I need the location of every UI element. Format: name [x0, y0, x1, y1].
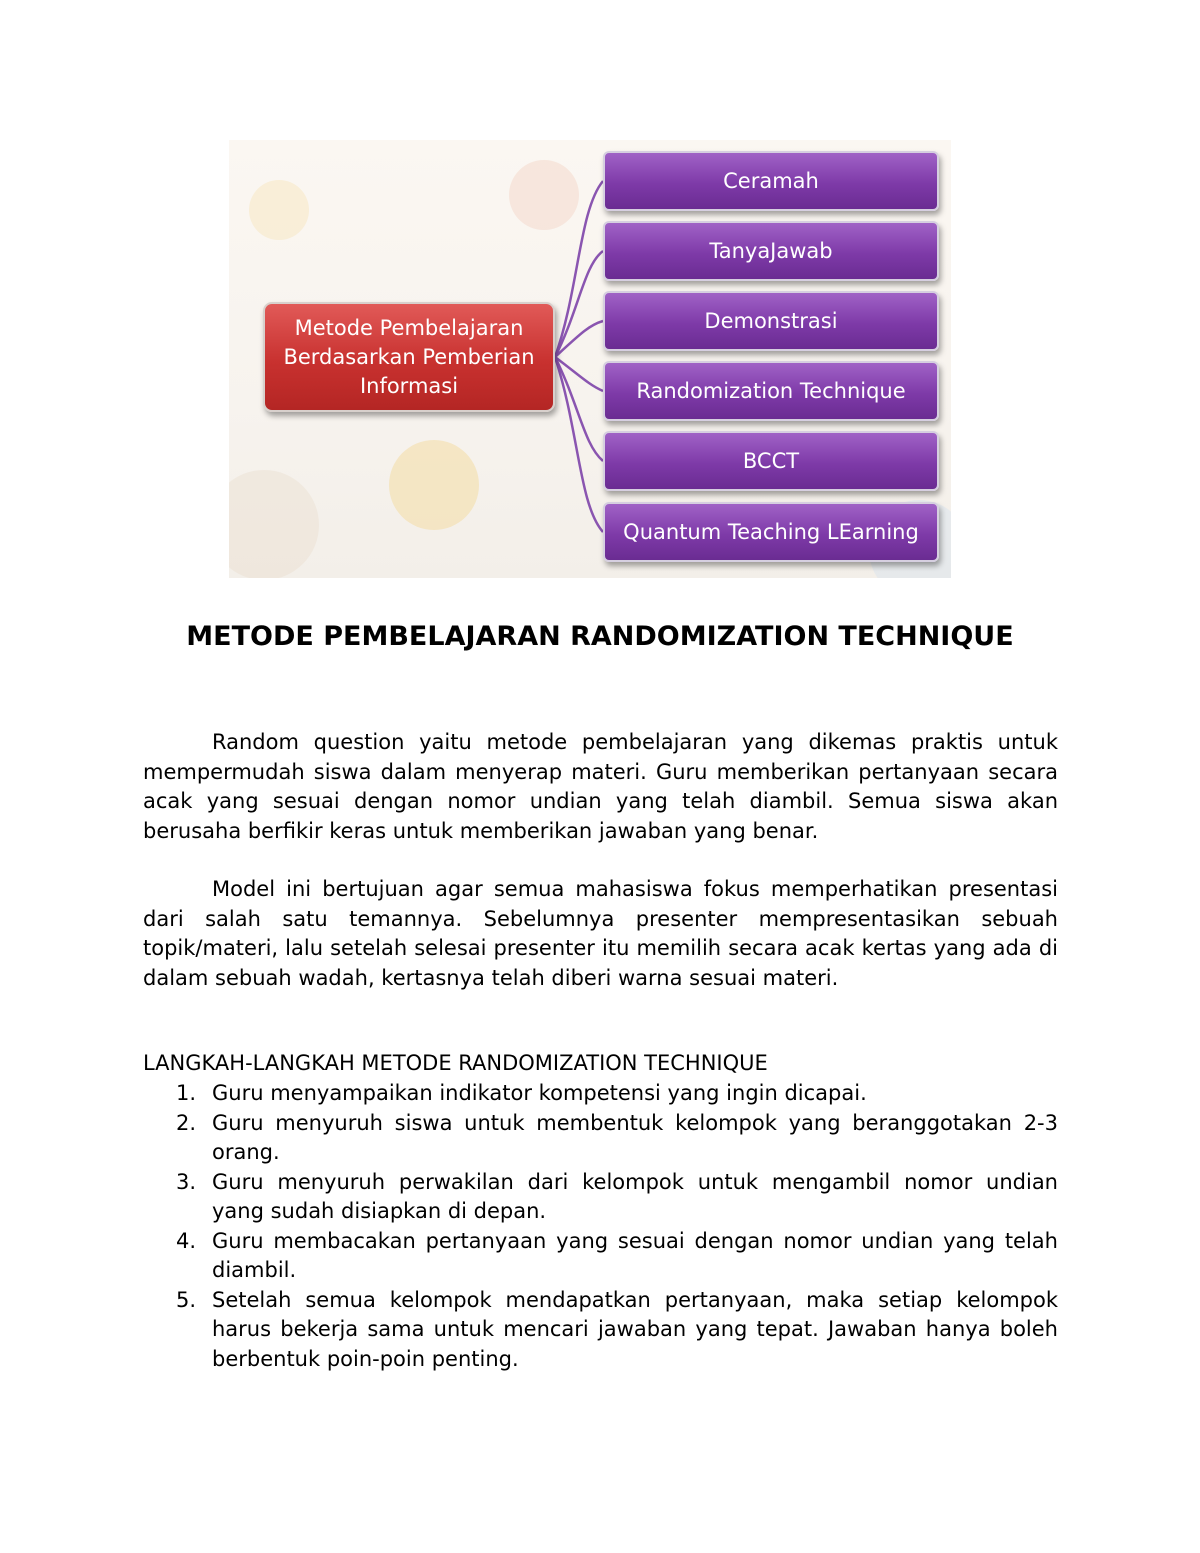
list-text: Setelah semua kelompok mendapatkan pertanyaan, maka setiap kelompok harus bekerja sama untuk mencari jawaban yang tepat. Jawaban hanya boleh berbentuk poin-poin penting.: [212, 1287, 1058, 1371]
steps-list: [143, 1079, 1058, 1374]
list-item: [143, 1079, 1058, 1109]
list-text: Guru menyuruh perwakilan dari kelompok untuk mengambil nomor undian yang sudah disiapkan di depan.: [212, 1169, 1058, 1223]
list-text: Guru menyampaikan indikator kompetensi yang ingin dicapai.: [212, 1081, 867, 1105]
list-number: 2.: [176, 1110, 197, 1135]
list-text: Guru menyuruh siswa untuk membentuk kelompok yang beranggotakan 2-3 orang.: [212, 1110, 1058, 1164]
connector-line: [555, 357, 603, 532]
node-ceramah: Ceramah: [603, 151, 939, 211]
connector-line: [555, 357, 603, 461]
mind-map-figure: [229, 140, 951, 578]
list-number: 1.: [176, 1081, 197, 1105]
node-randomization: Randomization Technique: [603, 361, 939, 421]
paragraph: Random question yaitu metode pembelajaran yang dikemas praktis untuk mempermudah siswa dalam menyerap materi. Guru memberikan pertanyaan secara acak yang sesuai dengan nomor undian yang telah diambil. Semua siswa akan berusaha berfikir keras untuk memberikan jawaban yang benar.: [143, 730, 1058, 843]
list-number: 4.: [176, 1228, 197, 1253]
list-number: 5.: [176, 1287, 197, 1312]
node-demonstrasi: Demonstrasi: [603, 291, 939, 351]
list-text: Guru membacakan pertanyaan yang sesuai dengan nomor undian yang telah diambil.: [212, 1228, 1058, 1282]
document-title: METODE PEMBELAJARAN RANDOMIZATION TECHNIQUE: [186, 621, 1014, 652]
list-item: [143, 1109, 1058, 1168]
root-node: Metode Pembelajaran Berdasarkan Pemberian Informasi: [263, 302, 555, 412]
steps-heading: LANGKAH-LANGKAH METODE RANDOMIZATION TECHNIQUE: [143, 1051, 768, 1075]
list-item: [143, 1227, 1058, 1286]
node-tanyajawab: TanyaJawab: [603, 221, 939, 281]
list-number: 3.: [176, 1169, 197, 1194]
paragraph: Model ini bertujuan agar semua mahasiswa fokus memperhatikan presentasi dari salah satu temannya. Sebelumnya presenter mempresentasikan sebuah topik/materi, lalu setelah selesai presenter itu memilih secara acak kertas yang ada di dalam sebuah wadah, kertasnya telah diberi warna sesuai materi.: [143, 877, 1058, 990]
list-item: [143, 1168, 1058, 1227]
node-quantum: Quantum Teaching LEarning: [603, 502, 939, 562]
node-bcct: BCCT: [603, 431, 939, 491]
list-item: [143, 1286, 1058, 1375]
connector-line: [555, 181, 603, 357]
connector-line: [555, 251, 603, 357]
